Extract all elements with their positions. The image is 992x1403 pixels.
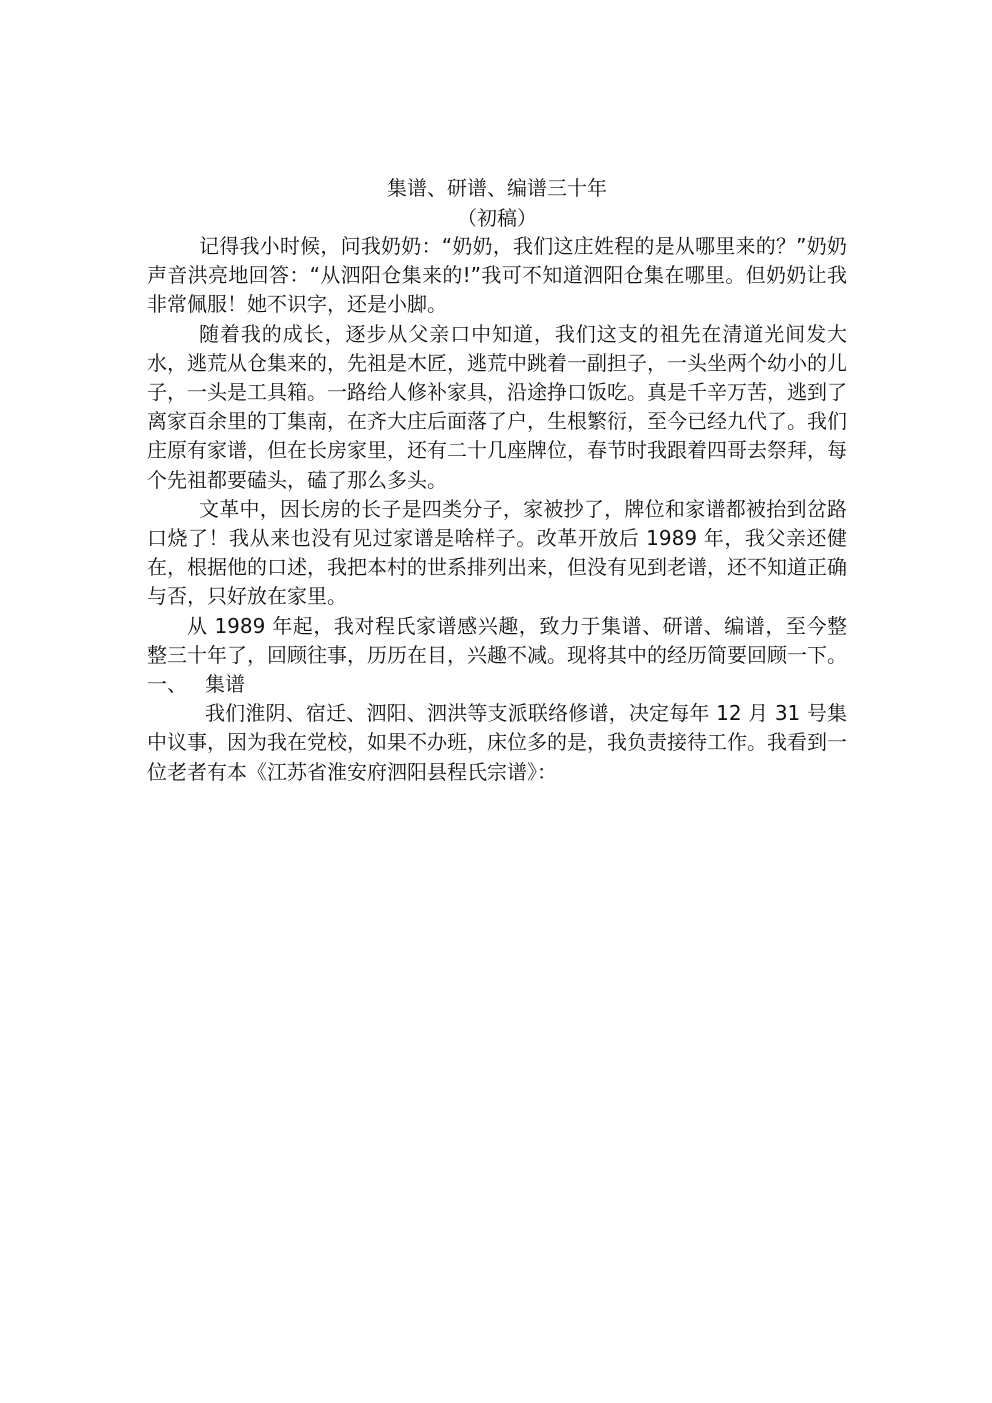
section-paragraph: 我们淮阴、宿迁、泗阳、泗洪等支派联络修谱，决定每年 12 月 31 号集中议事，因为我在党校，如果不办班，床位多的是，我负责接待工作。我看到一位老者有本《江苏省淮安府泗阳县程氏宗谱》：	[147, 701, 847, 784]
section-heading-text: 集谱	[205, 672, 245, 697]
document-subtitle: （初稿）	[457, 206, 537, 230]
paragraph-3: 文革中，因长房的长子是四类分子，家被抄了，牌位和家谱都被抬到岔路口烧了！我从来也没有见过家谱是啥样子。改革开放后 1989 年，我父亲还健在，根据他的口述，我把本村的世系排列出来，但没有见到老谱，还不知道正确与否，只好放在家里。	[147, 496, 847, 609]
paragraph-1: 记得我小时候，问我奶奶：“奶奶，我们这庄姓程的是从哪里来的？”奶奶声音洪亮地回答：“从泗阳仓集来的!”我可不知道泗阳仓集在哪里。但奶奶让我非常佩服！她不识字，还是小脚。	[147, 234, 847, 317]
section-number: 一、	[147, 672, 187, 697]
document-body	[147, 172, 847, 787]
paragraph-2: 随着我的成长，逐步从父亲口中知道，我们这支的祖先在清道光间发大水，逃荒从仓集来的，先祖是木匠，逃荒中跳着一副担子，一头坐两个幼小的儿子，一头是工具箱。一路给人修补家具，沿途挣口饭吃。真是千辛万苦，逃到了离家百余里的丁集南，在齐大庄后面落了户，生根繁衍，至今已经九代了。我们庄原有家谱，但在长房家里，还有二十几座牌位，春节时我跟着四哥去祭拜，每个先祖都要磕头，磕了那么多头。	[147, 321, 847, 492]
section-heading	[147, 670, 847, 699]
paragraph-4: 从 1989 年起，我对程氏家谱感兴趣，致力于集谱、研谱、编谱，至今整整三十年了，回顾往事，历历在目，兴趣不减。现将其中的经历简要回顾一下。	[147, 613, 847, 667]
document-title: 集谱、研谱、编谱三十年	[387, 176, 607, 200]
